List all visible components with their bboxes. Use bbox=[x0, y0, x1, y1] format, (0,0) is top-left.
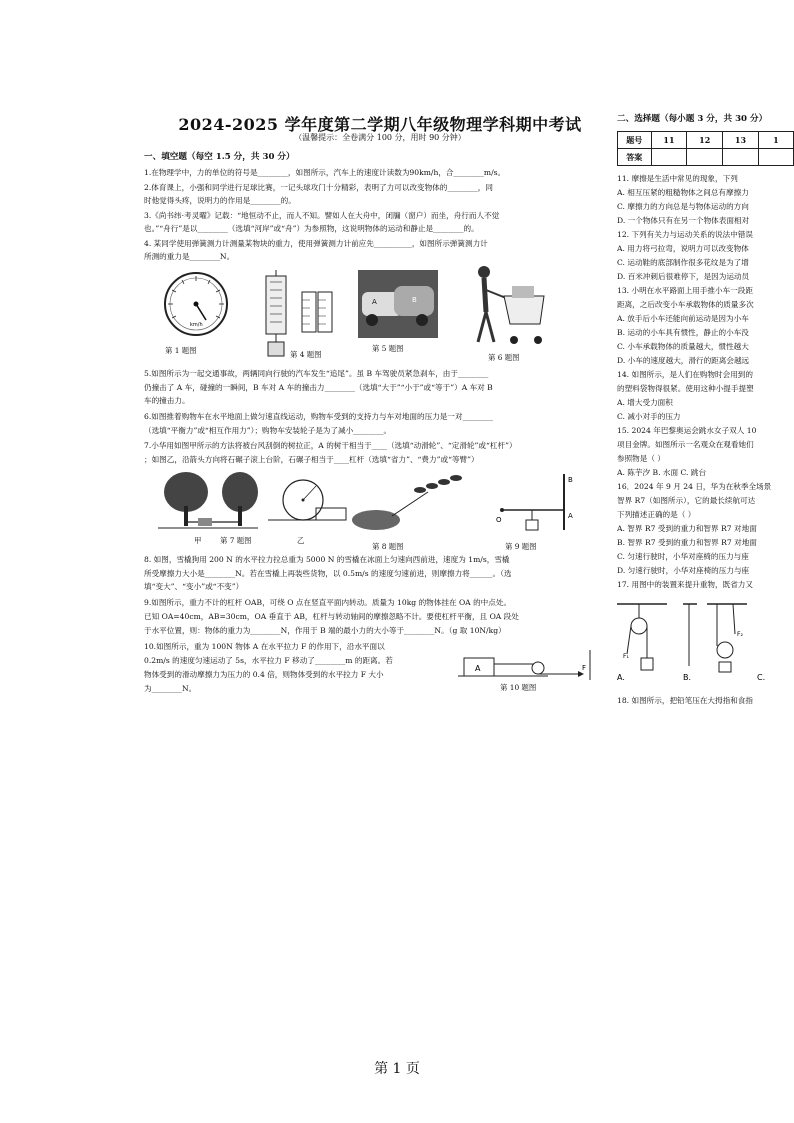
answer-num: 11 bbox=[651, 132, 687, 149]
question-5-line3: 车的撞击力。 bbox=[144, 396, 190, 405]
right-line: D. 小车的速度越大，滑行的距离会越远 bbox=[617, 356, 750, 365]
right-line: 14. 如图所示，是人们在购物时会用到的 bbox=[617, 370, 753, 379]
right-line: B. 智界 R7 受到的重力和智界 R7 对地面 bbox=[617, 538, 757, 547]
page-number: 第 1 页 bbox=[374, 1061, 420, 1077]
caption-fig8: 第 8 题图 bbox=[372, 542, 404, 551]
right-line: 17. 用图中的装置来提升重物，既省力又 bbox=[617, 580, 753, 589]
q17-option-a: A. bbox=[617, 673, 625, 682]
question-10-line1: 10.如图所示，重为 100N 物体 A 在水平拉力 F 的作用下，沿水平面以 bbox=[144, 642, 385, 651]
right-line: 16．2024 年 9 月 24 日，华为在秋季全场景 bbox=[617, 482, 772, 491]
right-line: A. 智界 R7 受到的重力和智界 R7 对地面 bbox=[617, 524, 757, 533]
question-3-line1: 3.《尚书纬·考灵曜》记载：“地恒动不止，而人不知。譬如人在大舟中，闭牖（窗户）而坐，舟行而人不觉 bbox=[144, 211, 500, 220]
exam-title: 2024-2025 学年度第二学期八年级物理学科期中考试 bbox=[178, 115, 582, 134]
speedometer-figure bbox=[160, 270, 232, 338]
question-5-line2: 仍撞击了 A 车，碰撞的一瞬间，B 车对 A 车的撞击力________（选填“大于”“小于”或“等于”）A 车对 B bbox=[144, 383, 493, 392]
right-line: 11. 摩擦是生活中常见的现象，下列 bbox=[617, 174, 738, 183]
right-line: 距离，之后改变小车承载物体的质量多次 bbox=[617, 300, 754, 309]
answer-cell[interactable] bbox=[758, 149, 793, 166]
fig9-label-a: A bbox=[568, 512, 573, 520]
right-line: 参照物是（ ） bbox=[617, 454, 665, 463]
right-line: 项目金牌。如图所示一名观众在观看她们 bbox=[617, 440, 754, 449]
question-9-line2: 已知 OA=40cm，AB=30cm，OA 垂直于 AB，杠杆与转动轴间的摩擦忽略不计。要使杠杆平衡，且 OA 段处 bbox=[144, 612, 519, 621]
exam-subtitle: （温馨提示：全卷满分 100 分，用时 90 分钟） bbox=[294, 133, 466, 142]
fig5-label-a: A bbox=[372, 298, 377, 306]
block-pulley-figure bbox=[458, 650, 598, 682]
sled-dogs-figure bbox=[348, 470, 468, 538]
right-line: B. 运动的小车具有惯性，静止的小车没 bbox=[617, 328, 749, 337]
tree-pulling-figure bbox=[158, 470, 348, 538]
right-line: A. 相互压紧的粗糙物体之间总有摩擦力 bbox=[617, 188, 749, 197]
right-line: C. 摩擦力的方向总是与物体运动的方向 bbox=[617, 202, 749, 211]
caption-fig4: 第 4 题图 bbox=[290, 350, 322, 359]
answer-num: 12 bbox=[687, 132, 723, 149]
speedometer-unit: km/h bbox=[190, 322, 203, 328]
caption-fig7: 第 7 题图 bbox=[220, 536, 252, 545]
right-line: D. 匀速行驶时，小华对座椅的压力与座 bbox=[617, 566, 750, 575]
right-line: 下列描述正确的是（ ） bbox=[617, 510, 696, 519]
answer-table bbox=[617, 131, 794, 166]
right-line: 15. 2024 年巴黎奥运会跳水女子双人 10 bbox=[617, 426, 757, 435]
question-4-line1: 4. 某同学使用弹簧测力计测量某物块的重力，使用弹簧测力计前应先__________，如图所示弹簧测力计 bbox=[144, 239, 488, 248]
question-8-line3: 填“变大”、“变小”或“不变”） bbox=[144, 582, 244, 591]
q17-option-c: C. bbox=[757, 673, 766, 682]
question-5-line1: 5.如图所示为一起交通事故，两辆同向行驶的汽车发生“追尾”。虽 B 车驾驶员紧急刹车，由于________ bbox=[144, 369, 489, 378]
question-8-line2: 所受摩擦力大小是________N。若在雪橇上再装些货物，以 0.5m/s 的速度匀速前进，则摩擦力将______。（选 bbox=[144, 569, 512, 578]
caption-fig5: 第 5 题图 bbox=[372, 344, 404, 353]
question-2-line1: 2.体育课上，小强和同学进行足球比赛，一记头球攻门十分精彩，表明了力可以改变物体的________，同 bbox=[144, 183, 493, 192]
answer-num: 13 bbox=[723, 132, 759, 149]
answer-table-head: 题号 bbox=[618, 132, 652, 149]
lever-figure bbox=[492, 470, 592, 538]
fig9-label-b: B bbox=[568, 476, 573, 484]
fig9-label-o: O bbox=[496, 516, 502, 524]
caption-fig7-jia: 甲 bbox=[194, 536, 202, 545]
question-7-line1: 7.小华用如图甲所示的方法将被台风刮倒的树拉正，A 的树干相当于____（选填“动滑轮”、“定滑轮”或“杠杆”） bbox=[144, 441, 517, 450]
question-18: 18. 如图所示，把铅笔压在大拇指和食指 bbox=[617, 696, 753, 705]
question-7-line2: ；如图乙，沿箭头方向将石碾子滚上台阶，石碾子相当于____杠杆（选填“省力”、“费力”或“等臂”） bbox=[144, 455, 479, 464]
question-8-line1: 8. 如图，雪橇狗用 200 N 的水平拉力拉总重为 5000 N 的雪橇在冰面上匀速向西前进，速度为 1m/s，雪橇 bbox=[144, 555, 510, 564]
right-line: A. 用力将弓拉弯，说明力可以改变物体 bbox=[617, 244, 749, 253]
caption-fig6: 第 6 题图 bbox=[488, 353, 520, 362]
pulley-options-figure bbox=[617, 596, 794, 686]
fig5-label-b: B bbox=[412, 296, 417, 304]
right-line: C. 匀速行驶时，小华对座椅的压力与座 bbox=[617, 552, 749, 561]
section-choice: 二、选择题（每小题 3 分，共 30 分） bbox=[617, 114, 768, 124]
caption-fig7-yi: 乙 bbox=[297, 536, 305, 545]
fig10-label-a: A bbox=[475, 664, 481, 673]
answer-cell[interactable] bbox=[651, 149, 687, 166]
right-line: C. 运动鞋的底部制作很多花纹是为了增 bbox=[617, 258, 749, 267]
question-9-line3: 于水平位置，则：物体的重力为________N，作用于 B 端的最小力的大小等于________N。（g 取 10N/kg） bbox=[144, 626, 506, 635]
answer-cell[interactable] bbox=[687, 149, 723, 166]
section-fill-in: 一、填空题（每空 1.5 分，共 30 分） bbox=[144, 152, 295, 162]
answer-num: 1 bbox=[758, 132, 793, 149]
question-1: 1.在物理学中，力的单位的符号是________，如图所示，汽车上的速度计读数为90km/h，合________m/s。 bbox=[144, 168, 506, 177]
fig10-label-f: F bbox=[582, 664, 587, 672]
q17-label-f2: F₂ bbox=[737, 631, 743, 638]
answer-table-row2: 答案 bbox=[618, 149, 652, 166]
question-9-line1: 9.如图所示，重力不计的杠杆 OAB，可绕 O 点在竖直平面内转动。质量为 10kg 的物体挂在 OA 的中点处。 bbox=[144, 598, 512, 607]
right-line: 智界 R7（如图所示），它的最长续航可达 bbox=[617, 496, 756, 505]
q17-label-f1: F₁ bbox=[623, 653, 629, 660]
question-4-line2: 所测的重力是________N。 bbox=[144, 252, 235, 261]
car-crash-figure bbox=[358, 270, 438, 338]
right-line: A. 放手后小车还能向前运动是因为小车 bbox=[617, 314, 749, 323]
answer-cell[interactable] bbox=[723, 149, 759, 166]
right-line: A. 增大受力面积 bbox=[617, 398, 673, 407]
shopping-cart-figure bbox=[470, 262, 550, 352]
question-10-line3: 物体受到的滑动摩擦力为压力的 0.4 倍，则物体受到的水平拉力 F 大小 bbox=[144, 670, 384, 679]
right-line: C. 减小对手的压力 bbox=[617, 412, 681, 421]
right-line: 的塑料袋物得很紧。使用这种小提手提塑 bbox=[617, 384, 754, 393]
caption-fig10: 第 10 题图 bbox=[500, 683, 537, 692]
question-10-line4: 为________N。 bbox=[144, 684, 197, 693]
right-line: D. 百米冲刺后很难停下，是因为运动员 bbox=[617, 272, 750, 281]
question-6-line2: （选填“平衡力”或“相互作用力”）；购物车安装轮子是为了减小________。 bbox=[144, 426, 392, 435]
caption-fig9: 第 9 题图 bbox=[505, 542, 537, 551]
caption-fig1: 第 1 题图 bbox=[165, 346, 197, 355]
right-line: 12. 下列有关力与运动关系的说法中错误 bbox=[617, 230, 753, 239]
question-10-line2: 0.2m/s 的速度匀速运动了 5s，水平拉力 F 移动了________m 的距离。若 bbox=[144, 656, 393, 665]
question-6-line1: 6.如图推着购物车在水平地面上做匀速直线运动，购物车受到的支持力与车对地面的压力是一对________ bbox=[144, 412, 493, 421]
right-line: A. 陈芋汐 B. 水面 C. 跳台 bbox=[617, 468, 707, 477]
right-line: 13. 小明在水平路面上用手推小车一段距 bbox=[617, 286, 753, 295]
right-line: D. 一个物体只有在另一个物体表面相对 bbox=[617, 216, 750, 225]
right-line: C. 小车承载物体的质量越大，惯性越大 bbox=[617, 342, 749, 351]
q17-option-b: B. bbox=[683, 673, 692, 682]
question-2-line2: 时他觉得头疼，说明力的作用是________的。 bbox=[144, 196, 296, 205]
spring-scale-figure bbox=[258, 270, 338, 360]
question-3-line2: 也。”“舟行”是以________（选填“河岸”或“舟”）为参照物，这说明物体的运动和静止是________的。 bbox=[144, 224, 479, 233]
